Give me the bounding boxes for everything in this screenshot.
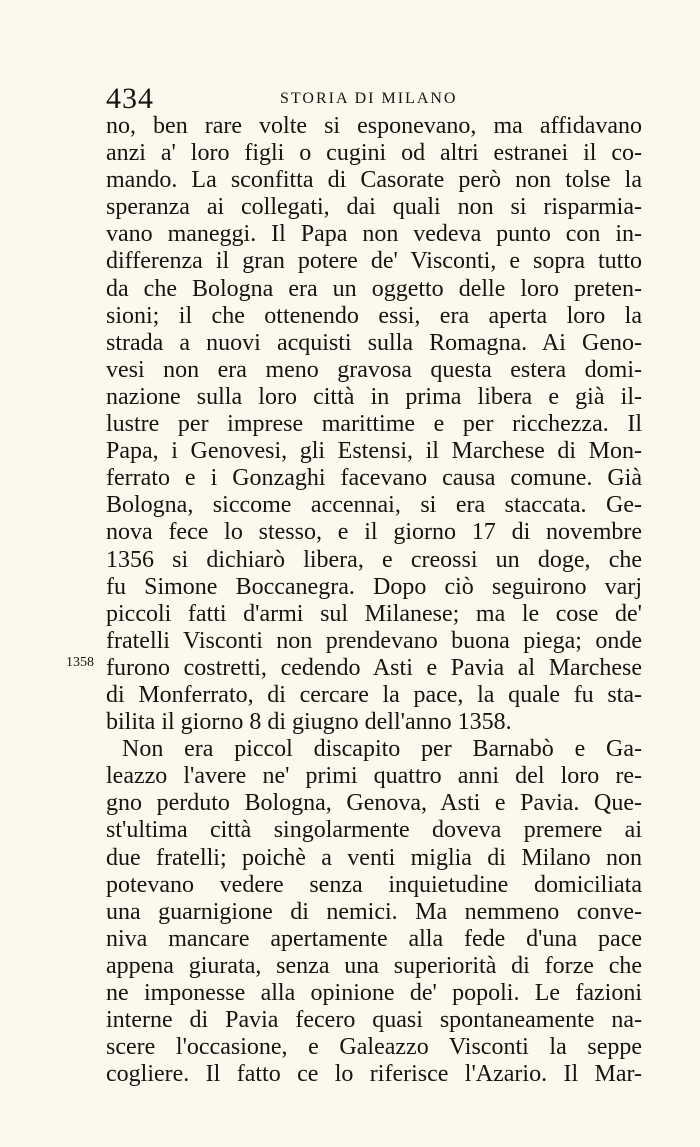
- text-line: fratelli Visconti non prendevano buona piega; onde: [106, 627, 642, 654]
- text-line: no, ben rare volte si esponevano, ma affidavano: [106, 113, 642, 139]
- text-line: vesi non era meno gravosa questa estera domi-: [106, 356, 642, 383]
- text-line: furono costretti, cedendo Asti e Pavia al Marchese: [106, 654, 642, 681]
- text-line: anzi a' loro figli o cugini od altri estranei il co-: [106, 140, 642, 167]
- text-line: sioni; il che ottenendo essi, era aperta loro la: [106, 302, 642, 329]
- text-line: speranza ai collegati, dai quali non si risparmia-: [106, 194, 642, 221]
- text-line: fu Simone Boccanegra. Dopo ciò seguirono varj: [106, 573, 642, 600]
- text-line: da che Bologna era un oggetto delle loro preten-: [106, 275, 642, 302]
- text-line: ne imponesse alla opinione de' popoli. Le fazioni: [106, 980, 642, 1006]
- text-line: scere l'occasione, e Galeazzo Visconti la seppe: [106, 1034, 642, 1061]
- text-line: una guarnigione di nemici. Ma nemmeno conve-: [106, 898, 642, 925]
- text-line: 1356 si dichiarò libera, e creossi un doge, che: [106, 546, 642, 573]
- text-line: lustre per imprese marittime e per ricchezza. Il: [106, 411, 642, 438]
- page-header: [106, 82, 590, 116]
- text-line: di Monferrato, di cercare la pace, la quale fu sta-: [106, 681, 642, 708]
- paragraph-start-line: Non era piccol discapito per Barnabò e Ga-: [122, 736, 642, 763]
- text-line: leazzo l'avere ne' primi quattro anni del loro re-: [106, 763, 642, 790]
- text-line: nova fece lo stesso, e il giorno 17 di novembre: [106, 519, 642, 546]
- text-line: st'ultima città singolarmente doveva premere ai: [106, 817, 642, 844]
- paragraph-end-line: bilita il giorno 8 di giugno dell'anno 1358.: [106, 709, 512, 736]
- text-line: appena giurata, senza una superiorità di forze che: [106, 952, 642, 979]
- text-line: differenza il gran potere de' Visconti, e sopra tutto: [106, 248, 642, 275]
- running-title: STORIA DI MILANO: [280, 90, 458, 107]
- text-line: potevano vedere senza inquietudine domiciliata: [106, 871, 642, 898]
- text-line: piccoli fatti d'armi sul Milanese; ma le cose de': [106, 600, 642, 627]
- text-line: vano maneggi. Il Papa non vedeva punto con in-: [106, 221, 642, 248]
- page-number: 434: [106, 82, 154, 115]
- text-line: cogliere. Il fatto ce lo riferisce l'Azario. Il Mar-: [106, 1061, 642, 1088]
- text-line: interne di Pavia fecero quasi spontaneamente na-: [106, 1007, 642, 1034]
- text-line: nazione sulla loro città in prima libera e già il-: [106, 383, 642, 410]
- text-line: ferrato e i Gonzaghi facevano causa comune. Già: [106, 465, 642, 492]
- text-line: due fratelli; poichè a venti miglia di Milano non: [106, 844, 642, 871]
- text-line: niva mancare apertamente alla fede d'una pace: [106, 925, 642, 952]
- text-line: gno perduto Bologna, Genova, Asti e Pavia. Que-: [106, 790, 642, 817]
- text-line: Papa, i Genovesi, gli Estensi, il Marchese di Mon-: [106, 438, 642, 465]
- text-line: strada a nuovi acquisti sulla Romagna. Ai Geno-: [106, 329, 642, 356]
- text-line: mando. La sconfitta di Casorate però non tolse la: [106, 167, 642, 194]
- margin-year-note: 1358: [66, 655, 94, 670]
- body-text: [106, 113, 642, 1088]
- text-line: Bologna, siccome accennai, si era staccata. Ge-: [106, 492, 642, 519]
